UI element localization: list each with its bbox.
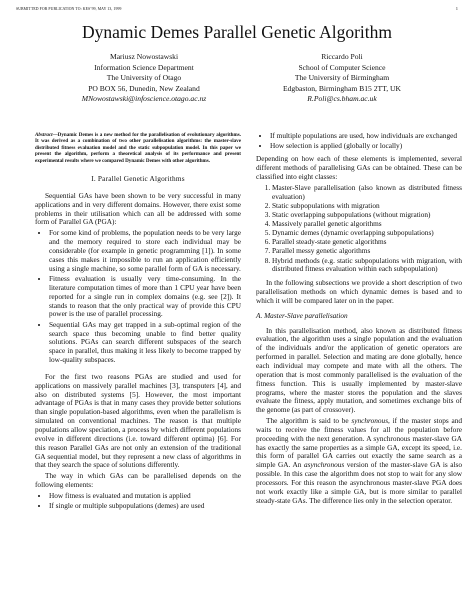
abstract-text: —Dynamic Demes is a new method for the parallelisation of evolutionary algorithms. It was derived as a combination of two other parallelisation algorithms: the master-slave distributed fitness evaluation model and the static subpopulation model. In this paper we present the algorithm, perform a theoretical analysis of its performance and present experimental results where we compared Dynamic Demes with other algorithms. <box>35 132 241 164</box>
elements-list-continued <box>256 132 462 151</box>
list-item: 3. Static overlapping subpopulations (without migration) <box>272 211 462 220</box>
paragraph: In this parallelisation method, also known as distributed fitness evaluation, the algorithm uses a single population and the evaluation of the individuals and/or the application of genetic operators are performed in parallel. Selection and mating are done globally, hence each individual may compete and mate with all the others. The operation that is most commonly parallelised is the evaluation of the fitness function. This is usually implemented by master-slave programs, where the master stores the population and the slaves evaluate the fitness, apply mutation, and sometimes exchange bits of the genome (as part of crossover). <box>256 325 462 415</box>
list-item: 7. Parallel messy genetic algorithms <box>272 247 462 256</box>
author-org: The University of Birmingham <box>294 73 390 83</box>
list-item: • How fitness is evaluated and mutation is applied <box>49 492 241 501</box>
list-item: 6. Parallel steady-state genetic algorithms <box>272 238 462 247</box>
list-item: 4. Massively parallel genetic algorithms <box>272 220 462 229</box>
text-run: version of the master-slave GA is also possible. In this case the algorithm does not stop to wait for any slow processors. For this reason the asynchronous master-slave PGA does not work exactly like a simple GA, but is more similar to parallel steady-state GAs. The difference lies only in the selection operator. <box>256 460 462 505</box>
text-run: , if the master stops and waits to receive the fitness values for all the population before proceeding with the next generation. A synchronous master-slave GA has exactly the same properties as a simple GA, except its speed, i.e. this form of parallel GA carries out exactly the same search as a simple GA. An <box>256 416 462 470</box>
left-column <box>35 132 241 515</box>
list-item: 1. Master-Slave parallelisation (also known as distributed fitness evaluation) <box>272 184 462 202</box>
emphasis: synchronous <box>351 416 389 426</box>
author-name: Riccardo Poli <box>321 52 363 61</box>
running-head: SUBMITTED FOR PUBLICATION TO: KES’99, MAY 13, 1999 <box>16 7 122 11</box>
list-item: • How selection is applied (globally or locally) <box>270 142 462 151</box>
author-address: Edgbaston, Birmingham B15 2TT, UK <box>283 83 401 93</box>
list-item: 8. Hybrid methods (e.g. static subpopulations with migration, with distributed fitness evaluation within each subpopulation) <box>272 257 462 275</box>
list-item: 2. Static subpopulations with migration <box>272 202 462 211</box>
section-heading: I. Parallel Genetic Algorithms <box>91 174 185 184</box>
classes-list <box>256 184 462 275</box>
paragraph: For the first two reasons PGAs are studied and used for applications on massively parallel machines [3], transputers [4], and also on distributed systems [5]. However, the most important advantage of PGAs is that in many cases they provide better solutions than single population-based algorithms, even when the parallelism is simulated on conventional machines. The reason is that multiple populations allow speciation, a process by which different populations evolve in different directions (i.e. toward different optima) [6]. For this reason Parallel GAs are not only an extension of the traditional GA sequential model, but they represent a new class of algorithms in that they search the space of solutions differently. <box>35 371 241 470</box>
author-email: MNowostawski@infoscience.otago.ac.nz <box>81 94 207 104</box>
list-item: • For some kind of problems, the population needs to be very large and the memory required to store each individual may be considerable (for example in genetic programming [1]). In some cases this makes it impossible to run an application efficiently using a single machine, so some parallel form of GA is necessary. <box>49 229 241 273</box>
elements-list <box>35 492 241 511</box>
list-item: • If single or multiple subpopulations (demes) are used <box>49 502 241 511</box>
subsection-heading: A. Master-Slave parallelisation <box>256 310 348 320</box>
author-block-2 <box>252 52 432 105</box>
author-address: PO BOX 56, Dunedin, New Zealand <box>88 83 200 93</box>
abstract-lead: Abstract <box>35 132 53 138</box>
list-item: 5. Dynamic demes (dynamic overlapping subpopulations) <box>272 229 462 238</box>
list-item: • If multiple populations are used, how individuals are exchanged <box>270 132 462 141</box>
paragraph <box>256 417 462 505</box>
author-dept: Information Science Department <box>94 62 194 72</box>
text-run: The algorithm is said to be <box>266 416 352 426</box>
author-email: R.Poli@cs.bham.ac.uk <box>307 94 377 104</box>
problem-list <box>35 229 241 365</box>
abstract <box>35 132 241 164</box>
list-item: • Sequential GAs may get trapped in a sub-optimal region of the search space thus becoming unable to find better quality solutions. PGAs can search different subspaces of the search space in parallel, thus making it less likely to become trapped by low-quality subspaces. <box>49 321 241 365</box>
right-column <box>256 132 462 507</box>
paragraph: In the following subsections we provide a short description of two parallelisation methods on which dynamic demes is based and to which it will be compared later on in the paper. <box>256 278 462 305</box>
paragraph: Sequential GAs have been shown to be very successful in many applications and in very different domains. However, there exist some problems in their utilisation which can all be addressed with some form of Parallel GA (PGA): <box>35 190 241 227</box>
author-dept: School of Computer Science <box>298 62 386 72</box>
emphasis: asynchronous <box>303 460 345 470</box>
author-name: Mariusz Nowostawski <box>109 52 179 61</box>
paper-title: Dynamic Demes Parallel Genetic Algorithm <box>81 22 393 42</box>
page-number: 1 <box>455 6 458 11</box>
list-item: • Fitness evaluation is usually very time-consuming. In the literature computation times of more than 1 CPU year have been reported for a single run in complex domains (e.g. see [2]). It stands to reason that the only practical way of provide this CPU power is the use of parallel processing. <box>49 275 241 319</box>
author-block-1 <box>54 52 234 105</box>
paragraph: The way in which GAs can be parallelised depends on the following elements: <box>35 471 241 490</box>
paragraph: Depending on how each of these elements is implemented, several different methods of parallelising GAs can be obtained. These can be classified into eight classes: <box>256 154 462 181</box>
author-org: The University of Otago <box>106 73 182 83</box>
